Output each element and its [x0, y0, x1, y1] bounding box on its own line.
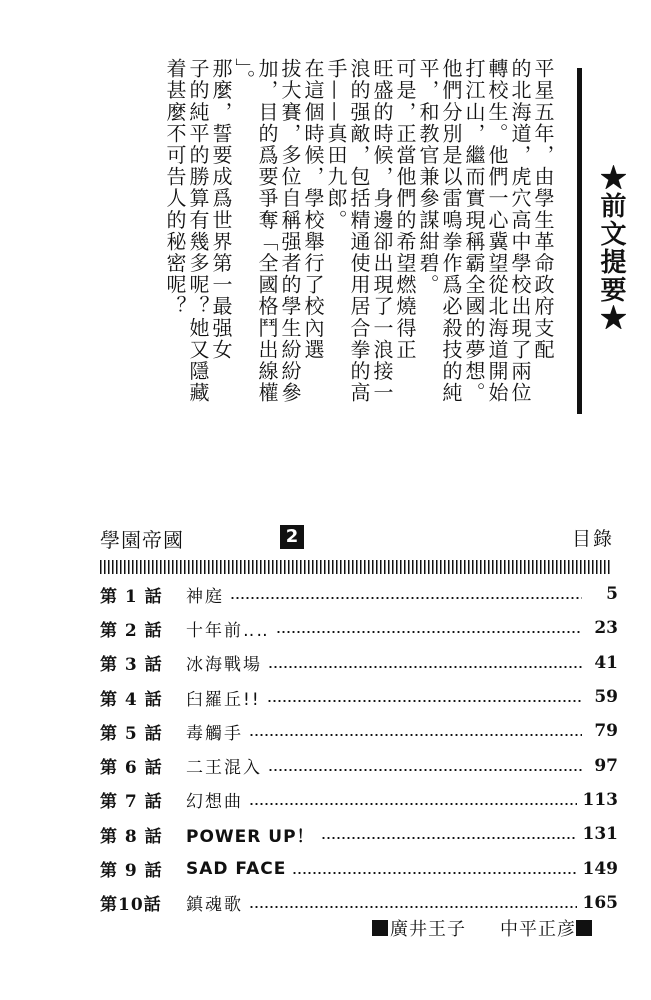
chapter-number: 第 8 話	[100, 826, 163, 847]
dot-leader	[249, 734, 582, 736]
page-number: 97	[594, 755, 618, 776]
toc-entry	[100, 646, 618, 680]
hatched-rule	[100, 560, 612, 574]
artist-credit: 中平正彦	[500, 919, 576, 940]
chapter-number: 第 1 話	[100, 586, 163, 607]
chapter-number: 第 3 話	[100, 655, 163, 676]
dot-leader	[249, 803, 577, 805]
toc-entry	[100, 783, 618, 817]
chapter-number: 第 2 話	[100, 620, 163, 641]
chapter-number: 第 6 話	[100, 758, 163, 779]
toc-entry	[100, 851, 618, 885]
page-number: 165	[582, 892, 618, 913]
synopsis-line: 旺盛的時候，身邊卻出現了一浪接一	[370, 58, 394, 404]
synopsis-line: 加，目的爲要爭奪「全國格鬥出線權	[255, 58, 279, 404]
synopsis-line: 平，和教官兼參謀紺碧。	[416, 58, 440, 296]
chapter-number: 第 5 話	[100, 723, 163, 744]
synopsis-line: 在這個時候，學校舉行了校內選	[301, 58, 325, 361]
chapter-title: 十年前‥‥	[186, 620, 270, 641]
dot-leader	[230, 597, 582, 599]
credits	[372, 916, 622, 940]
chapter-number: 第10話	[100, 895, 162, 916]
toc-entry	[100, 714, 618, 748]
page-number: 131	[582, 824, 618, 845]
chapter-title: 冰海戰場	[186, 655, 262, 676]
synopsis-line: 子的純平的勝算有幾多呢？她又隱藏	[186, 58, 210, 404]
toc-entry	[100, 748, 618, 782]
synopsis-heading: ★前文提要★	[596, 164, 626, 332]
dot-leader	[292, 872, 576, 874]
chapter-title: 二王混入	[186, 758, 262, 779]
page-number: 79	[594, 721, 618, 742]
chapter-title: 神庭	[186, 586, 224, 607]
chapter-title: 幻想曲	[186, 792, 243, 813]
chapter-title: POWER UP！	[186, 826, 315, 847]
chapter-title: 毒觸手	[186, 723, 243, 744]
page-number: 23	[594, 618, 618, 639]
series-title: 學園帝國	[100, 528, 184, 552]
page-number: 5	[606, 584, 618, 605]
dot-leader	[321, 837, 577, 839]
dot-leader	[268, 769, 582, 771]
page-number: 113	[582, 789, 618, 810]
synopsis-line: 」。	[232, 58, 256, 92]
synopsis-text	[122, 58, 554, 458]
synopsis-line: 轉校生。他們一心冀望從北海道開始	[485, 58, 509, 404]
synopsis-line: 打江山，繼而實現稱霸全國的夢想。	[462, 58, 486, 404]
dot-leader	[267, 700, 582, 702]
synopsis-line: 的北海道，虎穴高中學校出現了兩位	[508, 58, 532, 404]
synopsis-line: 平星五年，由學生革命政府支配	[531, 58, 555, 361]
synopsis-line: 可是，正當他們的希望燃燒得正	[393, 58, 417, 361]
chapter-title: 臼羅丘!!	[186, 689, 261, 710]
toc-label: 目錄	[571, 528, 614, 550]
synopsis-line: 浪的强敵，包括精通使用居合拳的高	[347, 58, 371, 404]
page-number: 59	[594, 687, 618, 708]
synopsis-line: 着甚麼不可告人的秘密呢？	[163, 58, 187, 318]
dot-leader	[268, 666, 582, 668]
toc-entry	[100, 817, 618, 851]
chapter-number: 第 9 話	[100, 861, 163, 882]
page-number: 41	[594, 652, 618, 673]
chapter-title: SAD FACE	[186, 858, 287, 879]
author-credit: 廣井王子	[390, 919, 466, 940]
toc-entry	[100, 611, 618, 645]
toc-list	[100, 577, 618, 920]
synopsis-line: 拔大賽，多位自稱强者的學生紛紛參	[278, 58, 302, 404]
dot-leader	[276, 631, 582, 633]
toc-entry	[100, 577, 618, 611]
chapter-title: 鎮魂歌	[186, 895, 243, 916]
toc-entry	[100, 680, 618, 714]
volume-badge: 2	[280, 525, 304, 549]
synopsis-line: 那麼，誓要成爲世界第一最强女	[209, 58, 233, 361]
chapter-number: 第 4 話	[100, 689, 163, 710]
synopsis-line: 他們分別是以雷鳴拳作爲必殺技的純	[439, 58, 463, 404]
page-number: 149	[582, 858, 618, 879]
toc-header	[100, 522, 620, 556]
square-bullet-icon	[576, 920, 592, 936]
square-bullet-icon	[372, 920, 388, 936]
chapter-number: 第 7 話	[100, 792, 163, 813]
synopsis-line: 手——真田九郎。	[324, 58, 348, 231]
heading-divider	[577, 68, 582, 414]
dot-leader	[249, 906, 577, 908]
